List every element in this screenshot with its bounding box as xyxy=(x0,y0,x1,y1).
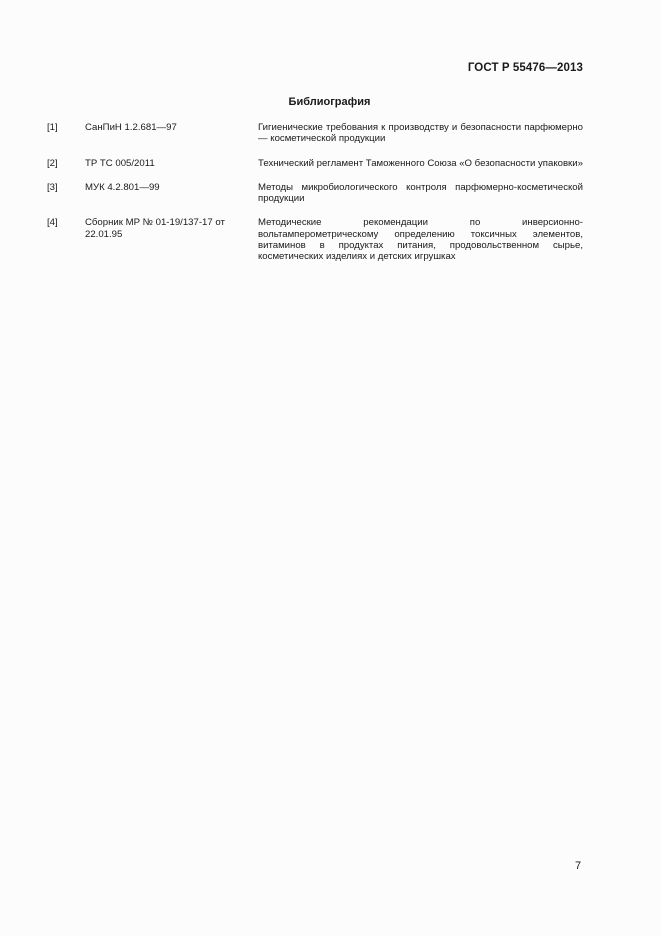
entry-ref-number: [3] xyxy=(47,181,58,193)
section-title xyxy=(0,96,661,108)
entry-ref-number: [1] xyxy=(47,122,58,133)
page-number: 7 xyxy=(575,860,582,872)
bibliography-list xyxy=(47,122,583,276)
entry-ref-number: [4] xyxy=(47,217,58,229)
bibliography-entry xyxy=(47,217,583,262)
entry-document-code: МУК 4.2.801—99 xyxy=(85,181,160,193)
entry-document-code: ТР ТС 005/2011 xyxy=(85,157,155,169)
entry-document-code: Сборник МР № 01-19/137-17 от 22.01.95 xyxy=(85,217,225,240)
entry-document-code: СанПиН 1.2.681—97 xyxy=(85,122,177,133)
bibliography-entry xyxy=(47,122,583,145)
bibliography-heading: Библиография xyxy=(288,96,371,108)
entry-description: Методы микробиологического контроля парфюмерно-косметической продукции xyxy=(258,181,583,205)
bibliography-entry xyxy=(47,182,583,205)
entry-description: Методические рекомендации по инверсионно-вольтамперометрическому определению токсичных элементов, витаминов в продуктах питания, продовольственном сырье, косметических изделиях и детских игрушках xyxy=(258,217,583,263)
entry-ref-number: [2] xyxy=(47,157,58,169)
bibliography-entry xyxy=(47,158,583,169)
entry-description: Гигиенические требования к производству и безопасности парфюмерно — косметической продукции xyxy=(258,122,583,145)
entry-description: Технический регламент Таможенного Союза «О безопасности упаковки» xyxy=(258,157,583,169)
standard-id-header: ГОСТ Р 55476—2013 xyxy=(467,62,583,74)
